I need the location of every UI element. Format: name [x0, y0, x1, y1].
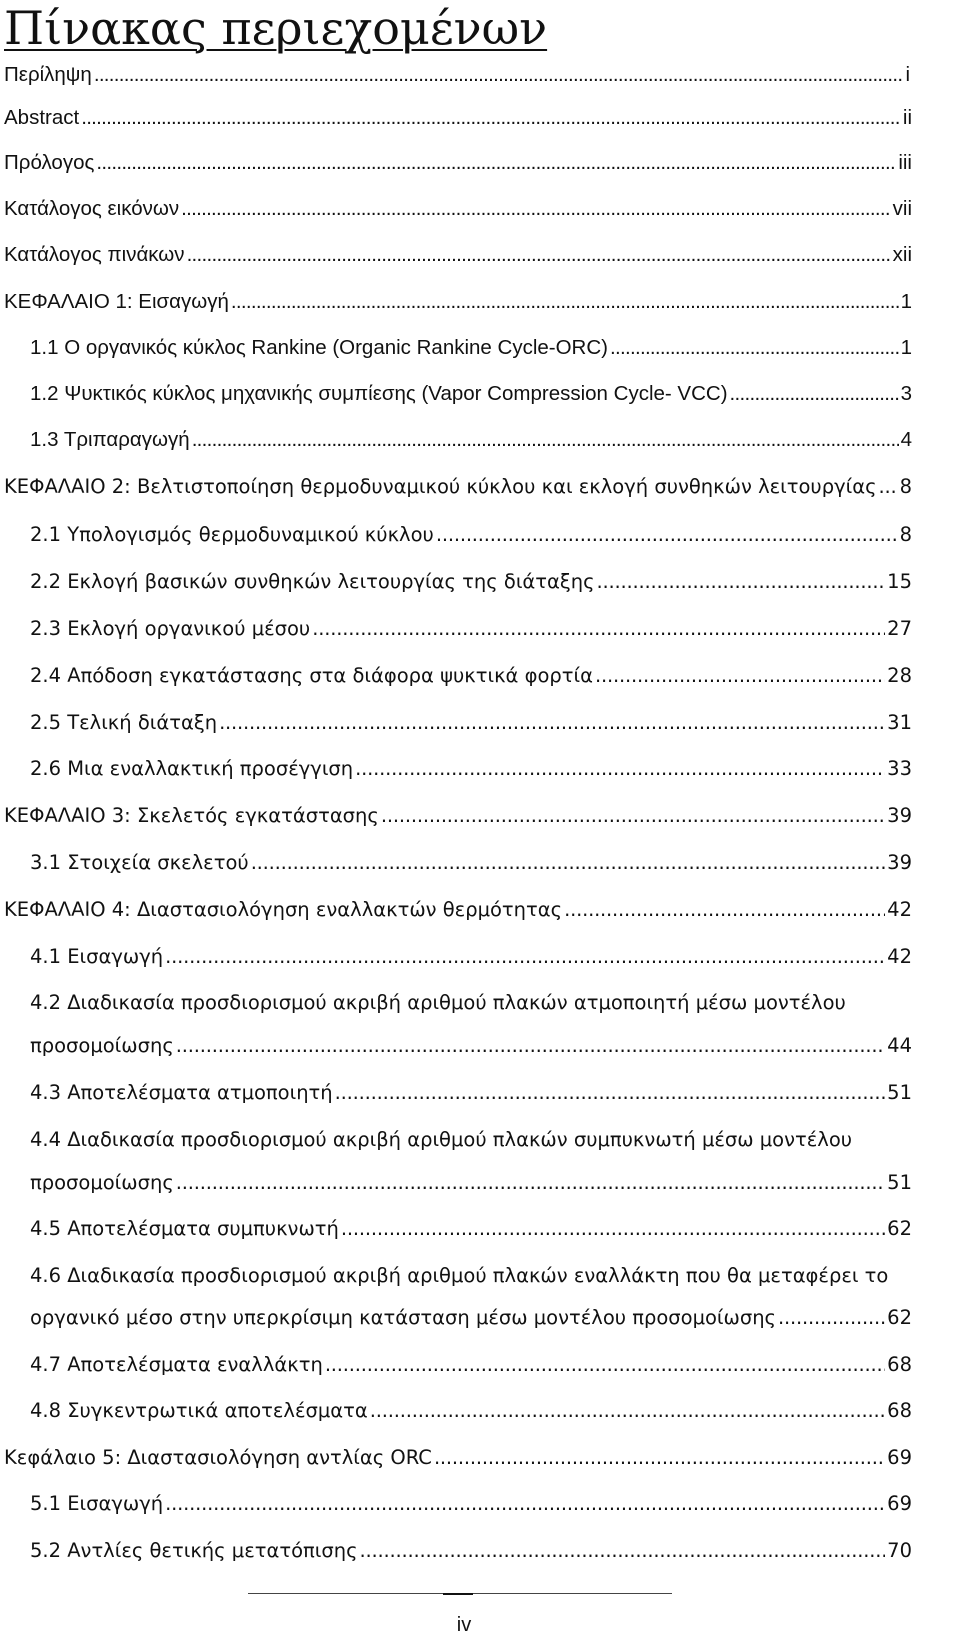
toc-entry-1-3[interactable]: [0, 425, 960, 455]
toc-page-number: 33: [887, 757, 912, 780]
dot-leader: [436, 520, 898, 550]
toc-entry-summary[interactable]: [0, 60, 960, 90]
toc-entry-4-7[interactable]: [0, 1350, 960, 1380]
toc-page-number: 39: [887, 851, 912, 874]
dot-leader: [165, 1489, 885, 1519]
toc-entry-chapter-1[interactable]: [0, 287, 960, 317]
toc-page-number: 4: [900, 428, 912, 451]
toc-page-number: 62: [887, 1217, 912, 1240]
toc-entry-preface[interactable]: [0, 148, 960, 178]
toc-entry-title: Περίληψη: [4, 63, 92, 86]
toc-entry-1-2[interactable]: [0, 379, 960, 409]
toc-entry-title: Κεφάλαιο 5: Διαστασιολόγηση αντλίας ORC: [4, 1446, 432, 1469]
toc-entry-4-4[interactable]: [0, 1125, 960, 1205]
dot-leader: [187, 240, 891, 270]
toc-page-number: 51: [887, 1081, 912, 1104]
toc-page-number: 28: [887, 664, 912, 687]
toc-page-number: 1: [900, 290, 912, 313]
toc-page-number: 42: [887, 898, 912, 921]
toc-page-number: 3: [900, 382, 912, 405]
dot-leader: [370, 1396, 885, 1426]
dot-leader: [341, 1214, 885, 1244]
dot-leader: [360, 1536, 886, 1566]
dot-leader: [381, 801, 885, 831]
toc-entry-title: προσομοίωσης: [30, 1034, 174, 1057]
toc-entry-4-1[interactable]: [0, 942, 960, 972]
toc-entry-title: 2.6 Μια εναλλακτική προσέγγιση: [30, 757, 354, 780]
toc-entry-chapter-3[interactable]: [0, 801, 960, 831]
toc-entry-title: ΚΕΦΑΛΑΙΟ 2: Βελτιστοποίηση θερμοδυναμικού κύκλου και εκλογή συνθηκών λειτουργίας: [4, 475, 877, 498]
toc-entry-title: 3.1 Στοιχεία σκελετού: [30, 851, 249, 874]
toc-entry-list-of-tables[interactable]: [0, 240, 960, 270]
toc-entry-title: 5.2 Αντλίες θετικής μετατόπισης: [30, 1539, 358, 1562]
toc-page-number: 8: [899, 475, 912, 498]
toc-entry-title: ΚΕΦΑΛΑΙΟ 1: Εισαγωγή: [4, 290, 229, 313]
toc-page-number: 68: [887, 1353, 912, 1376]
toc-entry-chapter-5[interactable]: [0, 1443, 960, 1473]
toc-entry-title: 1.1 Ο οργανικός κύκλος Rankine (Organic Rankine Cycle-ORC): [30, 336, 608, 359]
footer-rule-center-mark: [443, 1593, 473, 1595]
toc-entry-title-line1: 4.4 Διαδικασία προσδιορισμού ακριβή αριθμού πλακών συμπυκνωτή μέσω μοντέλου: [30, 1128, 853, 1151]
toc-entry-2-3[interactable]: [0, 614, 960, 644]
dot-leader: [610, 333, 899, 363]
toc-page-number: ii: [902, 106, 912, 129]
toc-entry-4-2[interactable]: [0, 988, 960, 1068]
toc-entry-title: 4.3 Αποτελέσματα ατμοποιητή: [30, 1081, 333, 1104]
dot-leader: [335, 1078, 886, 1108]
dot-leader: [597, 567, 886, 597]
dot-leader: [564, 895, 885, 925]
dot-leader: [231, 287, 899, 317]
dot-leader: [94, 60, 904, 90]
toc-entry-title: 4.8 Συγκεντρωτικά αποτελέσματα: [30, 1399, 368, 1422]
dot-leader: [181, 194, 891, 224]
toc-page-number: 44: [887, 1034, 912, 1057]
toc-page-number: 68: [887, 1399, 912, 1422]
toc-entry-title: 1.2 Ψυκτικός κύκλος μηχανικής συμπίεσης (Vapor Compression Cycle- VCC): [30, 382, 728, 405]
toc-entry-title: Πρόλογος: [4, 151, 95, 174]
dot-leader: [176, 1031, 885, 1061]
toc-entry-5-2[interactable]: [0, 1536, 960, 1566]
toc-page-number: 1: [900, 336, 912, 359]
dot-leader: [312, 614, 885, 644]
toc-page-number: 51: [887, 1171, 912, 1194]
dot-leader: [165, 942, 885, 972]
toc-entry-2-2[interactable]: [0, 567, 960, 597]
toc-entry-title: 1.3 Τριπαραγωγή: [30, 428, 190, 451]
toc-entry-list-of-figures[interactable]: [0, 194, 960, 224]
footer-page-number: iv: [456, 1614, 472, 1636]
toc-entry-title: προσομοίωσης: [30, 1171, 174, 1194]
toc-page-number: xii: [892, 243, 912, 266]
toc-entry-2-4[interactable]: [0, 661, 960, 691]
toc-page-number: 69: [887, 1492, 912, 1515]
dot-leader: [96, 148, 896, 178]
dot-leader: [176, 1168, 885, 1198]
toc-page-number: 62: [887, 1306, 912, 1329]
toc-entry-2-6[interactable]: [0, 754, 960, 784]
toc-entry-title: Κατάλογος εικόνων: [4, 197, 180, 220]
toc-entry-title: Abstract: [4, 106, 80, 129]
toc-page-number: vii: [892, 197, 912, 220]
toc-entry-chapter-4[interactable]: [0, 895, 960, 925]
dot-leader: [778, 1303, 885, 1333]
dot-leader: [879, 472, 898, 502]
dot-leader: [81, 103, 901, 133]
toc-page-number: 70: [887, 1539, 912, 1562]
toc-entry-title: Κατάλογος πινάκων: [4, 243, 185, 266]
toc-entry-title: 2.5 Τελική διάταξη: [30, 711, 218, 734]
dot-leader: [325, 1350, 885, 1380]
toc-page-number: 42: [887, 945, 912, 968]
toc-entry-title-line1: 4.2 Διαδικασία προσδιορισμού ακριβή αριθμού πλακών ατμοποιητή μέσω μοντέλου: [30, 991, 846, 1014]
toc-entry-title: 4.7 Αποτελέσματα εναλλάκτη: [30, 1353, 323, 1376]
toc-page-number: i: [905, 63, 910, 86]
toc-page-number: 15: [887, 570, 912, 593]
dot-leader: [595, 661, 885, 691]
footer-rule: [248, 1593, 672, 1594]
toc-entry-title: ΚΕΦΑΛΑΙΟ 4: Διαστασιολόγηση εναλλακτών θερμότητας: [4, 898, 563, 921]
toc-entry-title: ΚΕΦΑΛΑΙΟ 3: Σκελετός εγκατάστασης: [4, 804, 379, 827]
toc-page-number: 31: [887, 711, 912, 734]
toc-entry-5-1[interactable]: [0, 1489, 960, 1519]
dot-leader: [730, 379, 899, 409]
toc-page-number: 8: [899, 523, 912, 546]
toc-entry-title-line1: 4.6 Διαδικασία προσδιορισμού ακριβή αριθμού πλακών εναλλάκτη που θα μεταφέρει το: [30, 1264, 889, 1287]
dot-leader: [355, 754, 885, 784]
dot-leader: [192, 425, 899, 455]
toc-entry-4-8[interactable]: [0, 1396, 960, 1426]
toc-entry-2-1[interactable]: [0, 520, 960, 550]
toc-entry-2-5[interactable]: [0, 708, 960, 738]
page-title: Πίνακας περιεχομένων: [4, 1, 548, 55]
toc-entry-title: 5.1 Εισαγωγή: [30, 1492, 164, 1515]
dot-leader: [251, 848, 885, 878]
toc-entry-4-6[interactable]: [0, 1261, 960, 1341]
toc-page-number: 39: [887, 804, 912, 827]
dot-leader: [219, 708, 885, 738]
toc-entry-title: 2.2 Εκλογή βασικών συνθηκών λειτουργίας της διάταξης: [30, 570, 595, 593]
toc-entry-4-3[interactable]: [0, 1078, 960, 1108]
toc-entry-title: 2.4 Απόδοση εγκατάστασης στα διάφορα ψυκτικά φορτία: [30, 664, 593, 687]
toc-entry-3-1[interactable]: [0, 848, 960, 878]
toc-entry-title: 4.5 Αποτελέσματα συμπυκνωτή: [30, 1217, 339, 1240]
toc-page-number: 27: [887, 617, 912, 640]
toc-page-number: iii: [898, 151, 912, 174]
toc-entry-abstract[interactable]: [0, 103, 960, 133]
toc-entry-1-1[interactable]: [0, 333, 960, 363]
toc-entry-title: 2.3 Εκλογή οργανικού μέσου: [30, 617, 311, 640]
toc-entry-4-5[interactable]: [0, 1214, 960, 1244]
toc-page-number: 69: [887, 1446, 912, 1469]
toc-entry-chapter-2[interactable]: [0, 472, 960, 502]
toc-entry-title: 4.1 Εισαγωγή: [30, 945, 164, 968]
toc-entry-title: οργανικό μέσο στην υπερκρίσιμη κατάσταση μέσω μοντέλου προσομοίωσης: [30, 1306, 776, 1329]
toc-entry-title: 2.1 Υπολογισμός θερμοδυναμικού κύκλου: [30, 523, 434, 546]
dot-leader: [434, 1443, 885, 1473]
